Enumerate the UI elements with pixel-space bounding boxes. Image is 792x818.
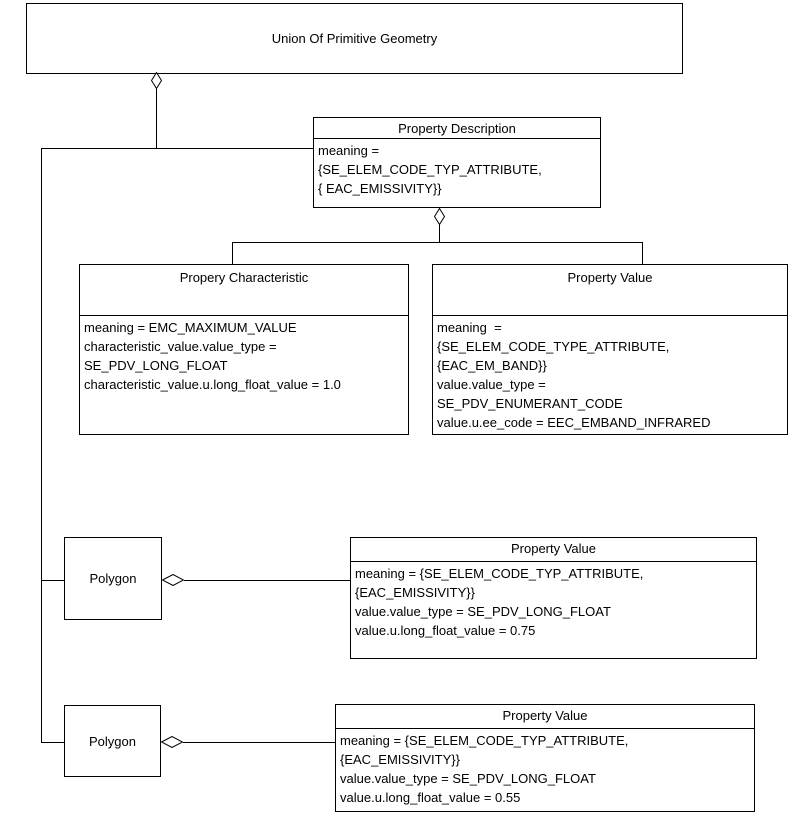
body-line: SE_PDV_ENUMERANT_CODE — [437, 396, 623, 411]
class-box-union-of-primitive-geometry — [26, 3, 683, 74]
connector-line — [183, 742, 335, 743]
class-box-polygon-1 — [64, 537, 162, 620]
connector-line — [232, 242, 233, 264]
body-line: {SE_ELEM_CODE_TYP_ATTRIBUTE, — [318, 162, 542, 177]
box-title: Property Value — [336, 705, 754, 729]
box-title: Union Of Primitive Geometry — [271, 31, 438, 46]
connector-line — [41, 580, 64, 581]
class-box-property-description — [313, 117, 601, 208]
aggregation-diamond-icon — [434, 208, 445, 225]
body-line: value.u.long_float_value = 0.75 — [355, 623, 536, 638]
connector-line — [439, 224, 440, 242]
aggregation-diamond-icon — [161, 736, 183, 748]
aggregation-diamond-icon — [162, 574, 184, 586]
connector-line — [184, 580, 350, 581]
body-line: value.u.ee_code = EEC_EMBAND_INFRARED — [437, 415, 711, 430]
body-line: meaning = {SE_ELEM_CODE_TYP_ATTRIBUTE, — [355, 566, 644, 581]
box-body — [336, 729, 754, 807]
connector-line — [41, 742, 64, 743]
box-body — [80, 316, 408, 394]
box-title: Polygon — [89, 571, 137, 586]
connector-line — [41, 148, 313, 149]
connector-line — [642, 242, 643, 264]
body-line: characteristic_value.u.long_float_value = 1.0 — [84, 377, 341, 392]
aggregation-diamond-icon — [151, 72, 162, 89]
body-line: value.value_type = SE_PDV_LONG_FLOAT — [355, 604, 611, 619]
body-line: value.value_type = SE_PDV_LONG_FLOAT — [340, 771, 596, 786]
connector-line — [156, 88, 157, 148]
body-line: meaning = — [437, 320, 502, 335]
box-title: Polygon — [89, 733, 136, 749]
body-line: SE_PDV_LONG_FLOAT — [84, 358, 228, 373]
connector-line — [232, 242, 643, 243]
connector-line — [41, 148, 42, 743]
box-title: Property Value — [351, 538, 756, 562]
body-line: {EAC_EM_BAND}} — [437, 358, 547, 373]
class-box-property-value-em-band — [432, 264, 788, 435]
body-line: value.u.long_float_value = 0.55 — [340, 790, 521, 805]
box-body — [351, 562, 756, 640]
body-line: meaning = EMC_MAXIMUM_VALUE — [84, 320, 297, 335]
body-line: meaning = — [318, 143, 380, 158]
class-box-polygon-2 — [64, 705, 161, 777]
body-line: characteristic_value.value_type = — [84, 339, 277, 354]
box-body — [433, 316, 787, 432]
body-line: {EAC_EMISSIVITY}} — [355, 585, 475, 600]
class-box-propery-characteristic — [79, 264, 409, 435]
body-line: meaning = {SE_ELEM_CODE_TYP_ATTRIBUTE, — [340, 733, 629, 748]
class-box-property-value-055 — [335, 704, 755, 812]
body-line: {SE_ELEM_CODE_TYPE_ATTRIBUTE, — [437, 339, 670, 354]
body-line: value.value_type = — [437, 377, 546, 392]
box-body — [314, 139, 600, 198]
body-line: { EAC_EMISSIVITY}} — [318, 181, 442, 196]
class-box-property-value-075 — [350, 537, 757, 659]
box-title: Property Value — [433, 265, 787, 316]
box-title: Propery Characteristic — [80, 265, 408, 316]
box-title: Property Description — [314, 118, 600, 139]
body-line: {EAC_EMISSIVITY}} — [340, 752, 460, 767]
